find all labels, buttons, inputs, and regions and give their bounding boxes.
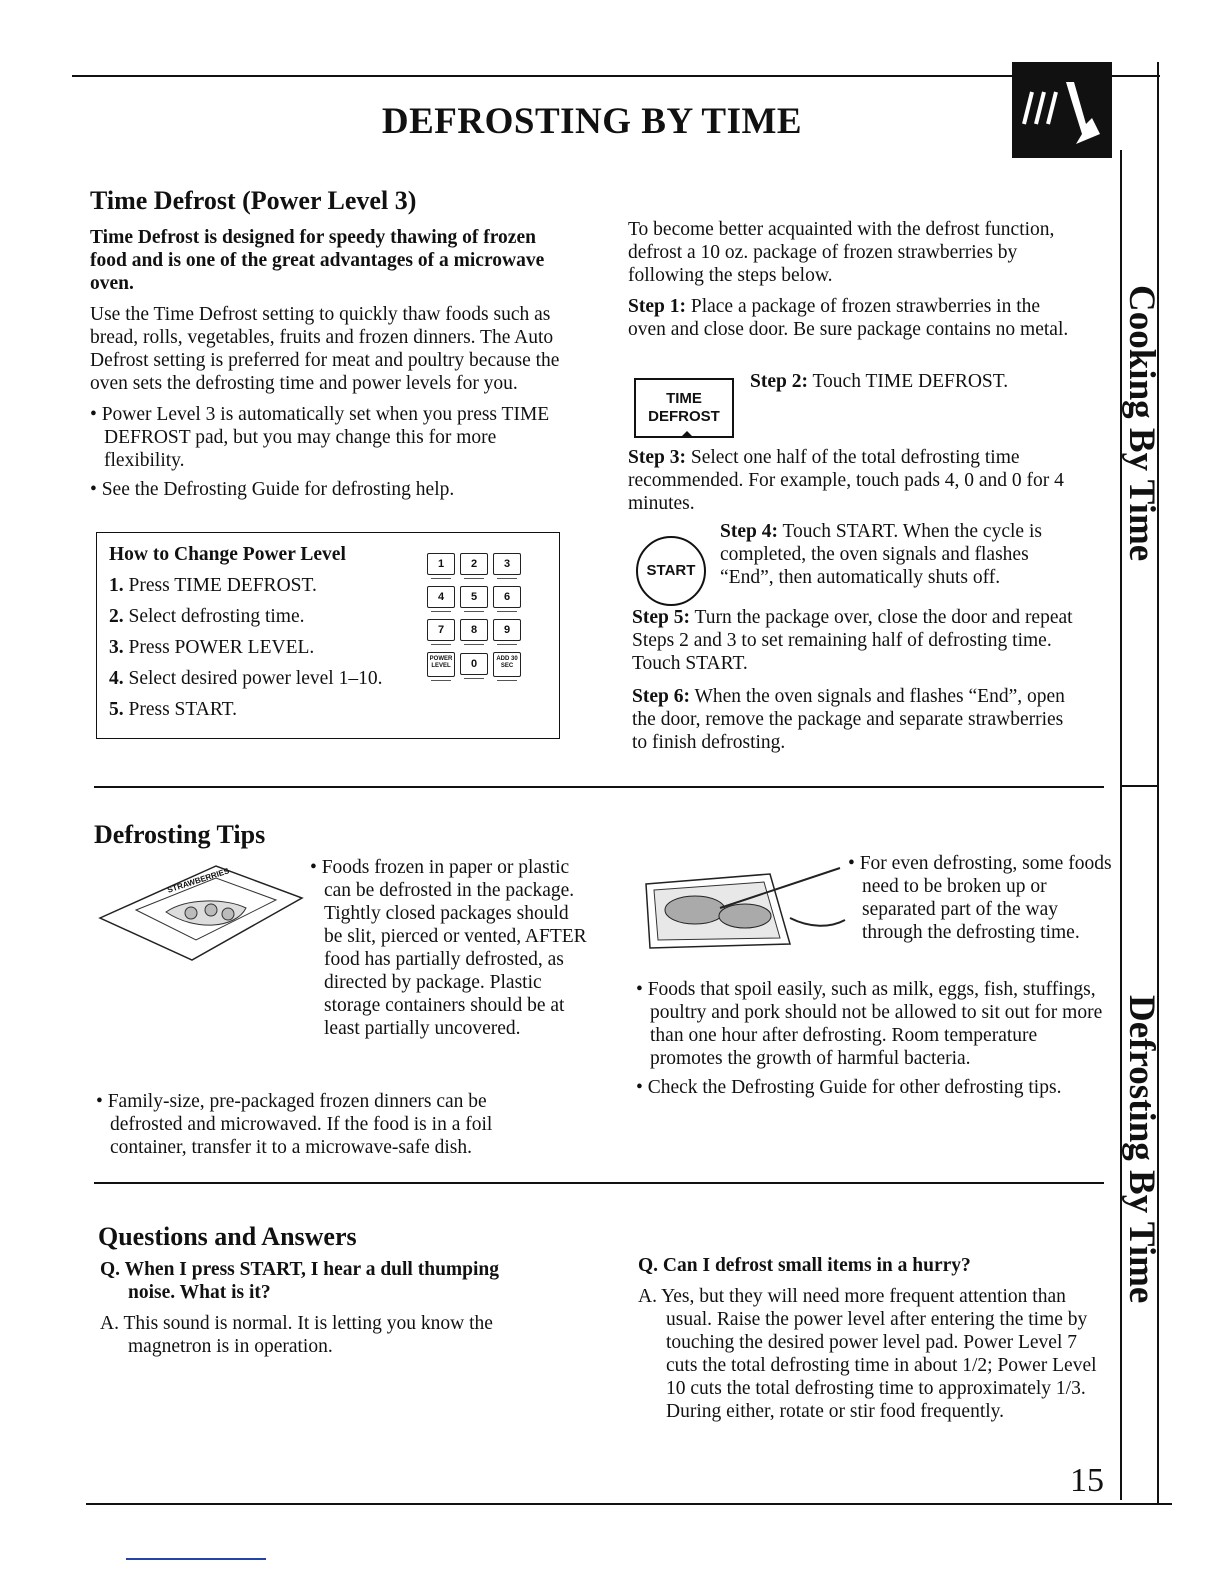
tip-spoil: • Foods that spoil easily, such as milk, eggs, fish, stuffings, poultry and pork should not be allowed to sit out for more than one hour after defrosting. Room temperature promotes the growth of harmful bacteria. — [636, 979, 1103, 1069]
keypad-key: 1 — [427, 553, 455, 575]
keypad-key-add-30-sec: ADD 30 SEC — [493, 652, 521, 677]
power-level-step: 4. Select desired power level 1–10. — [109, 668, 383, 689]
tips-right-bullets — [636, 978, 1106, 1099]
step-3: Step 3: Select one half of the total defrosting time recommended. For example, touch pads 4, 0 and 0 for 4 minutes. — [628, 447, 1064, 514]
keypad-illustration — [427, 553, 537, 685]
tip-packages: • Foods frozen in paper or plastic can be defrosted in the package. Tightly closed packages should be slit, pierced or vented, AFTER food has partially defrosted, as directed by package. Plastic storage containers should be at least partially uncovered. — [310, 857, 587, 1039]
step-1: Step 1: Place a package of frozen strawberries in the oven and close door. Be sure package contains no metal. — [628, 296, 1069, 340]
step-5: Step 5: Turn the package over, close the door and repeat Steps 2 and 3 to set remaining half of defrosting time. Touch START. — [632, 607, 1073, 674]
power-level-step: 1. Press TIME DEFROST. — [109, 575, 317, 596]
keypad-key: 0 — [460, 653, 488, 675]
side-tab-cooking-by-time: Cooking By Time — [1121, 285, 1162, 562]
power-level-box-title: How to Change Power Level — [109, 544, 346, 565]
start-pad-icon: START — [636, 536, 706, 606]
power-level-steps — [109, 543, 429, 721]
keypad-key: 4 — [427, 586, 455, 608]
steps-continued — [632, 606, 1080, 754]
keypad-key: 3 — [493, 553, 521, 575]
keypad-key: 6 — [493, 586, 521, 608]
answer-1: A. This sound is normal. It is letting you know the magnetron is in operation. — [100, 1313, 493, 1357]
bullet-guide: • See the Defrosting Guide for defrosting help. — [90, 479, 455, 500]
side-tab-defrosting-by-time: Defrosting By Time — [1121, 995, 1162, 1304]
keypad-key: 2 — [460, 553, 488, 575]
qa-right — [638, 1254, 1104, 1423]
power-level-step: 5. Press START. — [109, 699, 237, 720]
power-level-step: 3. Press POWER LEVEL. — [109, 637, 315, 658]
fork-separating-food-icon — [640, 848, 850, 968]
tip-break-up: • For even defrosting, some foods need to be broken up or separated part of the way through the defrosting time. — [848, 853, 1112, 943]
footer-mark — [126, 1558, 266, 1560]
steps-intro: To become better acquainted with the defrost function, defrost a 10 oz. package of frozen strawberries by following the steps below. — [628, 219, 1055, 286]
question-1: Q. When I press START, I hear a dull thumping noise. What is it? — [100, 1259, 500, 1303]
bottom-rule — [86, 1503, 1172, 1505]
tip-family-dinners: • Family-size, pre-packaged frozen dinners can be defrosted and microwaved. If the food is in a foil container, transfer it to a microwave-safe dish. — [96, 1091, 493, 1158]
tip-guide: • Check the Defrosting Guide for other defrosting tips. — [636, 1077, 1062, 1098]
qa-heading: Questions and Answers — [98, 1222, 357, 1251]
section-divider-2 — [94, 1182, 1104, 1184]
step-2: Step 2: Touch TIME DEFROST. — [750, 371, 1009, 392]
time-defrost-intro-bold: Time Defrost is designed for speedy thawing of frozen food and is one of the great advantages of a microwave oven. — [90, 227, 545, 294]
steps-section — [628, 218, 1076, 351]
pad-indicator-icon — [680, 431, 694, 438]
dish-illustration — [640, 848, 850, 968]
answer-2: A. Yes, but they will need more frequent attention than usual. Raise the power level after entering the time by touching the desired power level pad. Power Level 7 cuts the total defrosting time in about 1/2; Power Level 10 cuts the total defrosting time to approximately 1/3. During either, rotate or stir food frequently. — [638, 1286, 1097, 1422]
page-title: DEFROSTING BY TIME — [381, 101, 803, 142]
power-level-box — [96, 532, 560, 739]
step-6: Step 6: When the oven signals and flashes “End”, open the door, remove the package and separate strawberries to finish defrosting. — [632, 686, 1065, 753]
time-defrost-pad-icon: TIME DEFROST — [634, 378, 734, 438]
step-4: Step 4: Touch START. When the cycle is completed, the oven signals and flashes “End”, then automatically shuts off. — [720, 521, 1042, 588]
keypad-key: 9 — [493, 619, 521, 641]
page-number: 15 — [1070, 1462, 1104, 1499]
keypad-key: 5 — [460, 586, 488, 608]
defrosting-tips-heading: Defrosting Tips — [94, 820, 266, 849]
power-level-step: 2. Select defrosting time. — [109, 606, 305, 627]
top-rule — [72, 75, 1160, 77]
keypad-key: 8 — [460, 619, 488, 641]
time-defrost-intro: Use the Time Defrost setting to quickly thaw foods such as bread, rolls, vegetables, fruits and frozen dinners. The Auto Defrost setting is preferred for meat and poultry because the oven sets the defrosting time and power levels for you. — [90, 304, 560, 394]
keypad-key: 7 — [427, 619, 455, 641]
section-divider-1 — [94, 786, 1104, 788]
bullet-power-level: • Power Level 3 is automatically set when you press TIME DEFROST pad, but you may change this for more flexibility. — [90, 404, 550, 471]
tab-separator — [1120, 785, 1158, 787]
question-2: Q. Can I defrost small items in a hurry? — [638, 1255, 971, 1276]
time-defrost-heading: Time Defrost (Power Level 3) — [90, 186, 417, 215]
keypad-key-power-level: POWER LEVEL — [427, 652, 455, 677]
frozen-package-illustration — [96, 858, 306, 968]
qa-left — [100, 1258, 550, 1358]
time-defrost-section — [90, 186, 560, 501]
package-label: STRAWBERRIES — [166, 866, 231, 895]
